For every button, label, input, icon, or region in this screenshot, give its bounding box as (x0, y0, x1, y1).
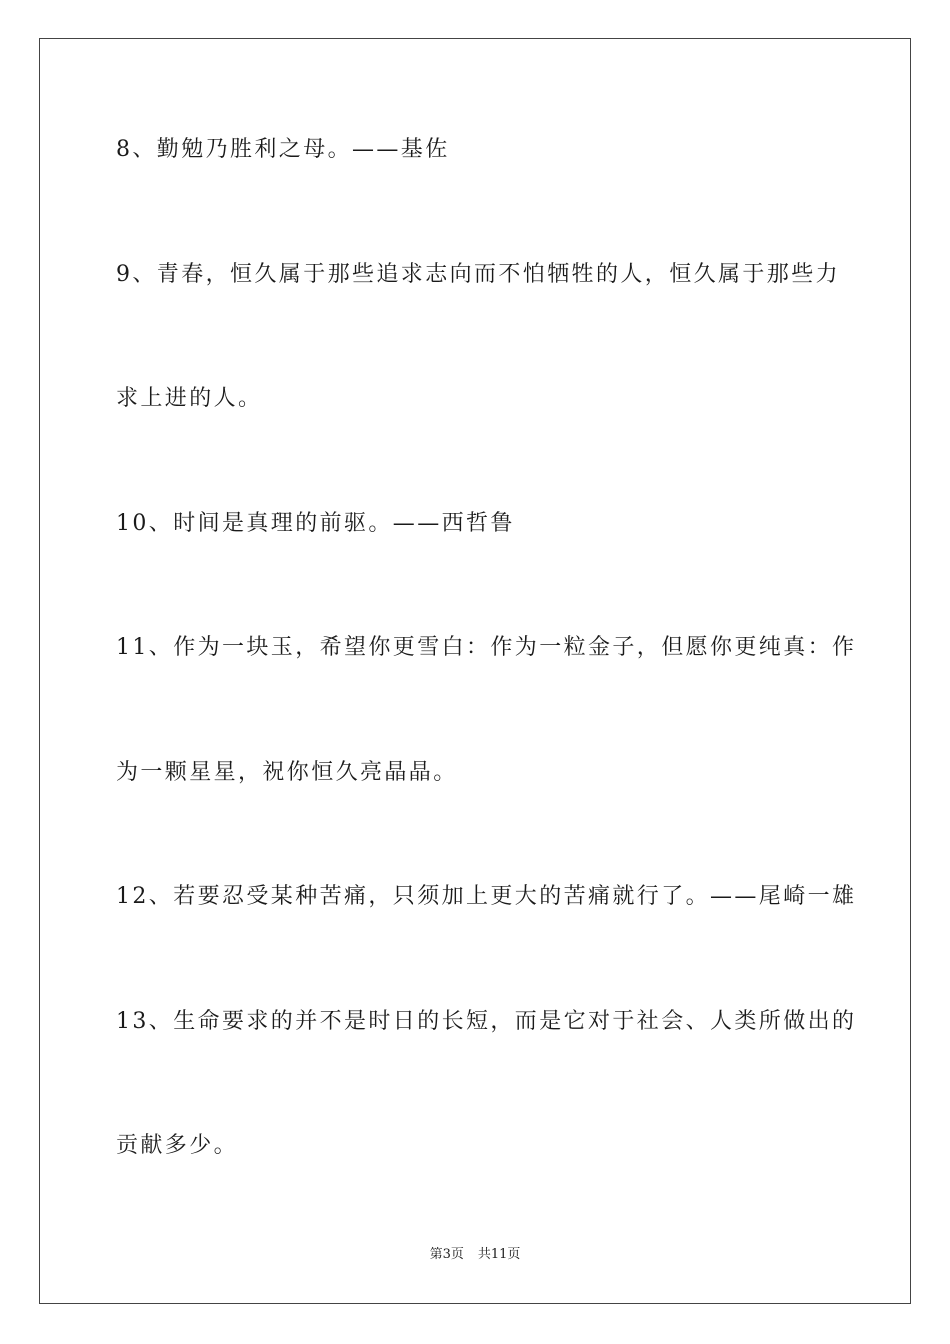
page-footer (0, 1246, 950, 1264)
quote-12-line: 12、若要忍受某种苦痛，只须加上更大的苦痛就行了。——尾崎一雄 (116, 884, 857, 909)
quote-9-line-1: 9、青春，恒久属于那些追求志向而不怕牺牲的人，恒久属于那些力 (116, 262, 840, 287)
page-border (39, 38, 911, 1304)
page-total: 共11页 (477, 1247, 521, 1262)
quote-13-line-1: 13、生命要求的并不是时日的长短，而是它对于社会、人类所做出的 (116, 1009, 857, 1034)
quote-11-line-2: 为一颗星星，祝你恒久亮晶晶。 (116, 760, 458, 785)
quote-8-line: 8、勤勉乃胜利之母。——基佐 (116, 137, 450, 162)
quote-13-line-2: 贡献多少。 (116, 1133, 239, 1158)
quote-11-line-1: 11、作为一块玉，希望你更雪白：作为一粒金子，但愿你更纯真：作 (116, 635, 857, 660)
quote-9-line-2: 求上进的人。 (116, 386, 263, 411)
quote-10-line: 10、时间是真理的前驱。——西哲鲁 (116, 511, 515, 536)
page-number: 第3页 (429, 1247, 464, 1262)
